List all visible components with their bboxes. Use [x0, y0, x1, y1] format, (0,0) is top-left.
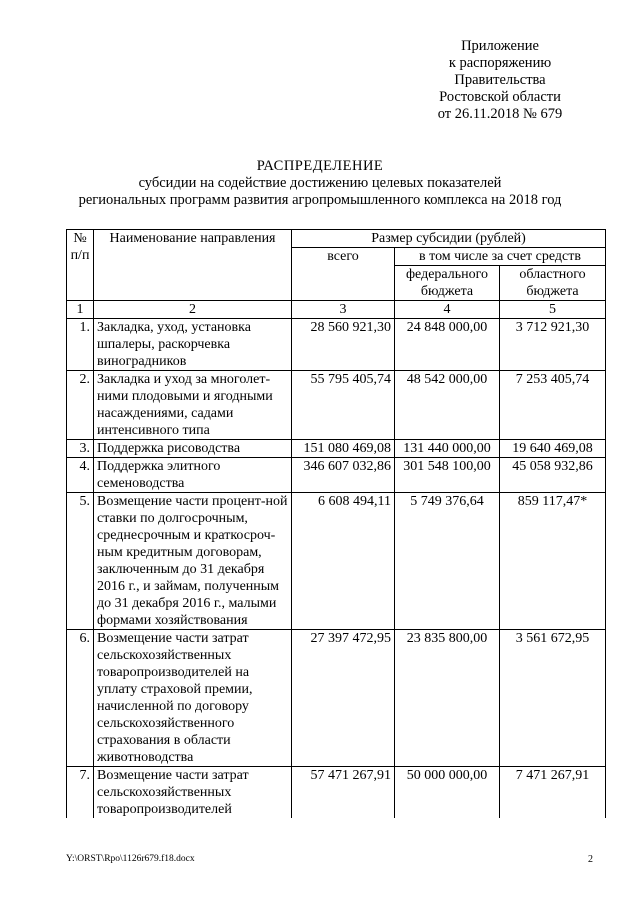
row-number: 3.	[67, 440, 94, 458]
row-name: Возмещение части процент-ной ставки по долгосрочным, среднесрочным и краткосроч-ным кредитным договорам, заключенным до 31 декабря 2016 г., и займам, полученным до 31 декабря 2016 г., малыми формами хозяйствования	[94, 493, 292, 630]
row-name: Возмещение части затрат сельскохозяйственных товаропроизводителей	[94, 767, 292, 819]
table-row	[67, 630, 606, 767]
table-row	[67, 767, 606, 819]
title-block	[40, 158, 600, 209]
header-name: Наименование направления	[94, 230, 292, 301]
appendix-block	[400, 38, 600, 123]
column-number: 5	[500, 301, 606, 319]
subtitle-line-2: региональных программ развития агропромышленного комплекса на 2018 год	[78, 192, 562, 208]
table-row	[67, 440, 606, 458]
table-row	[67, 371, 606, 440]
column-number: 3	[292, 301, 395, 319]
row-federal: 23 835 800,00	[395, 630, 500, 767]
row-total: 27 397 472,95	[292, 630, 395, 767]
row-name: Поддержка элитного семеноводства	[94, 458, 292, 493]
row-federal: 301 548 100,00	[395, 458, 500, 493]
row-federal: 48 542 000,00	[395, 371, 500, 440]
row-name: Закладка, уход, установка шпалеры, раскорчевка виноградников	[94, 319, 292, 371]
header-size: Размер субсидии (рублей)	[292, 230, 606, 248]
appendix-line: Ростовской области	[439, 89, 561, 105]
document-title: РАСПРЕДЕЛЕНИЕ	[256, 158, 384, 174]
row-regional: 3 561 672,95	[500, 630, 606, 767]
row-regional: 45 058 932,86	[500, 458, 606, 493]
row-number: 6.	[67, 630, 94, 767]
column-number: 1	[67, 301, 94, 319]
table-row	[67, 319, 606, 371]
row-federal: 50 000 000,00	[395, 767, 500, 819]
row-name: Возмещение части затрат сельскохозяйственных товаропроизводителей на уплату страховой премии, начисленной по договору сельскохозяйственного страхования в области животноводства	[94, 630, 292, 767]
page-number: 2	[588, 854, 593, 865]
row-federal: 24 848 000,00	[395, 319, 500, 371]
row-total: 346 607 032,86	[292, 458, 395, 493]
subsidy-table	[66, 229, 606, 818]
row-regional: 7 471 267,91	[500, 767, 606, 819]
appendix-line: к распоряжению	[448, 55, 552, 71]
file-path: Y:\ORST\Rpo\1126r679.f18.docx	[66, 854, 195, 864]
row-total: 57 471 267,91	[292, 767, 395, 819]
row-number: 1.	[67, 319, 94, 371]
row-total: 151 080 469,08	[292, 440, 395, 458]
row-number: 2.	[67, 371, 94, 440]
header-federal: федерального бюджета	[395, 266, 500, 301]
table-row	[67, 493, 606, 630]
row-number: 4.	[67, 458, 94, 493]
header-incl: в том числе за счет средств	[395, 248, 606, 266]
row-total: 28 560 921,30	[292, 319, 395, 371]
row-regional: 7 253 405,74	[500, 371, 606, 440]
column-numbers-row	[67, 301, 606, 319]
header-row	[67, 230, 606, 248]
row-number: 7.	[67, 767, 94, 819]
column-number: 2	[94, 301, 292, 319]
row-name: Закладка и уход за многолет-ними плодовыми и ягодными насаждениями, садами интенсивного типа	[94, 371, 292, 440]
appendix-line: Приложение	[461, 38, 539, 54]
row-regional: 859 117,47*	[500, 493, 606, 630]
subtitle-line-1: субсидии на содействие достижению целевых показателей	[138, 175, 502, 191]
header-regional: областного бюджета	[500, 266, 606, 301]
appendix-line: от 26.11.2018 № 679	[437, 106, 563, 122]
row-total: 6 608 494,11	[292, 493, 395, 630]
header-total: всего	[292, 248, 395, 301]
row-total: 55 795 405,74	[292, 371, 395, 440]
appendix-line: Правительства	[454, 72, 546, 88]
column-number: 4	[395, 301, 500, 319]
row-regional: 3 712 921,30	[500, 319, 606, 371]
header-num: № п/п	[67, 230, 94, 301]
row-federal: 5 749 376,64	[395, 493, 500, 630]
table-row	[67, 458, 606, 493]
row-regional: 19 640 469,08	[500, 440, 606, 458]
row-number: 5.	[67, 493, 94, 630]
row-federal: 131 440 000,00	[395, 440, 500, 458]
row-name: Поддержка рисоводства	[94, 440, 292, 458]
